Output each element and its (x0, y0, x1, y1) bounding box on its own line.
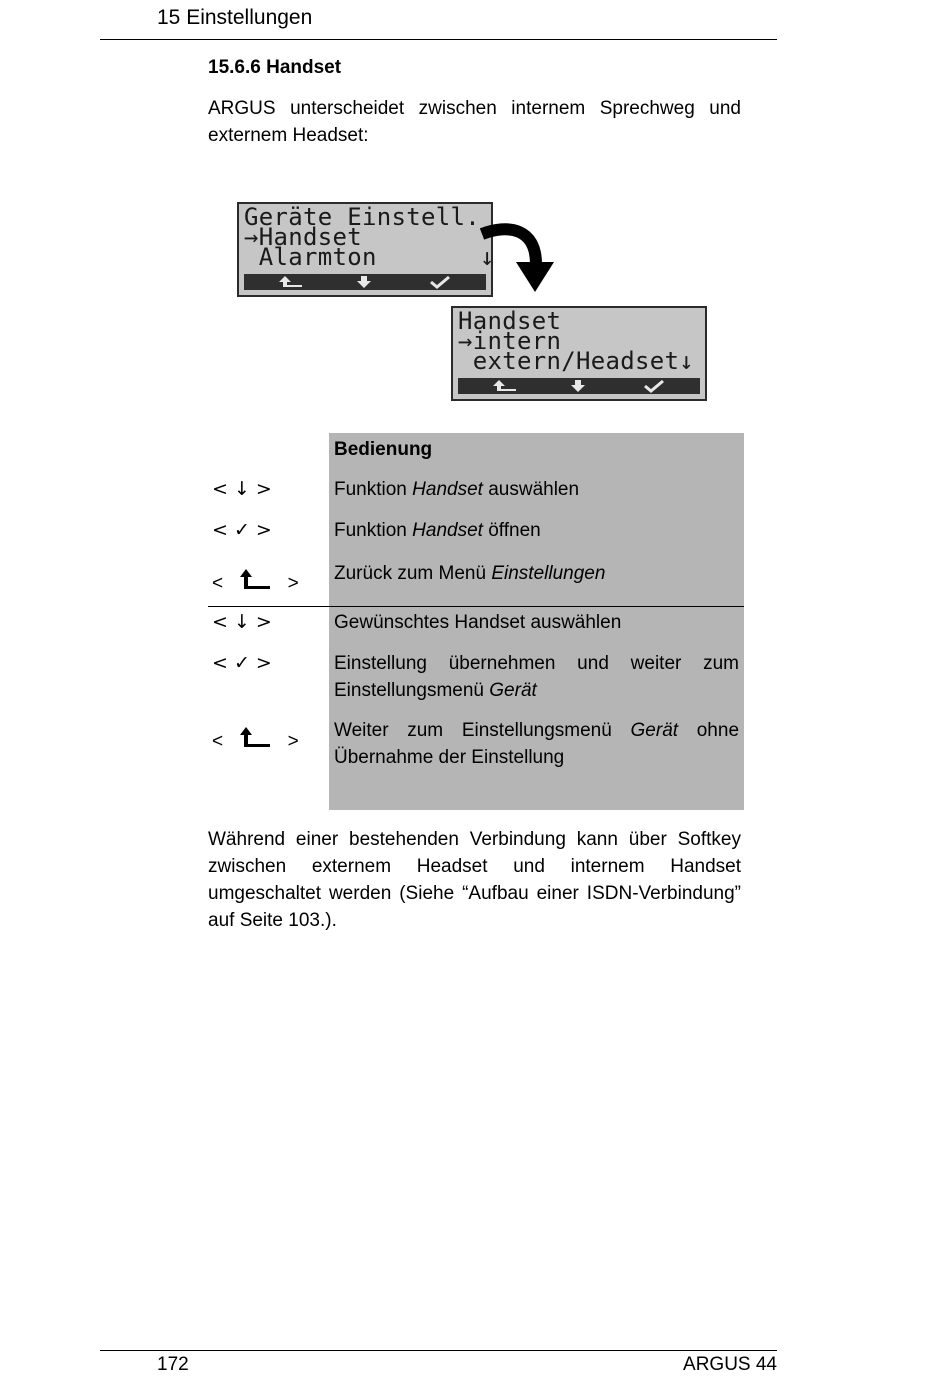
key-check: < ✓ > (212, 519, 272, 541)
table-row-description: Funktion Handset auswählen (334, 479, 580, 500)
table-heading: Bedienung (334, 439, 433, 460)
table-divider (208, 606, 744, 607)
footer-rule (100, 1350, 777, 1351)
table-row-description: Weiter zum Einstellungsmenü Gerät ohne Übernahme der Einstellung (334, 720, 740, 768)
key-back: < > (212, 569, 299, 595)
key-down: < ↓ > (212, 611, 272, 633)
key-back: < > (212, 727, 299, 753)
back-arrow-icon (238, 569, 272, 591)
back-arrow-icon (490, 379, 520, 393)
chapter-heading: 15 Einstellungen (157, 6, 313, 29)
table-row-description: Einstellung übernehmen und weiter zum Einstellungsmenü Gerät (334, 653, 739, 701)
key-check: < ✓ > (212, 652, 272, 674)
check-icon (642, 379, 666, 393)
softkey-bar (458, 378, 700, 394)
back-arrow-icon (238, 727, 272, 749)
section-title: 15.6.6 Handset (208, 57, 342, 78)
table-row-description: Funktion Handset öffnen (334, 520, 541, 541)
table-row-description: Zurück zum Menü Einstellungen (334, 563, 606, 584)
header-rule (100, 39, 777, 40)
lcd-display-handset (451, 306, 707, 401)
lcd-line: Geräte Einstell. (244, 203, 480, 231)
outro-paragraph: Während einer bestehenden Verbindung kann über Softkey zwischen externem Headset und internem Handset umgeschaltet werden (Siehe “Aufbau einer ISDN-Verbindung” auf Seite 103.). (208, 829, 741, 931)
key-down: < ↓ > (212, 478, 272, 500)
product-name: ARGUS 44 (683, 1354, 777, 1375)
lcd-line: →Handset (244, 223, 362, 251)
check-icon (428, 275, 452, 289)
page-number: 172 (157, 1354, 189, 1375)
lcd-line: extern/Headset↓ (458, 347, 694, 375)
lcd-line: Handset (458, 307, 562, 335)
lcd-line: Alarmton ↓ (244, 243, 495, 271)
down-arrow-icon (568, 379, 588, 393)
intro-paragraph: ARGUS unterscheidet zwischen internem Sprechweg und externem Headset: (208, 98, 741, 146)
lcd-display-device-settings (237, 202, 493, 297)
transition-arrow-icon (478, 218, 554, 296)
softkey-bar (244, 274, 486, 290)
down-arrow-icon (354, 275, 374, 289)
lcd-line: →intern (458, 327, 562, 355)
table-row-description: Gewünschtes Handset auswählen (334, 612, 622, 633)
back-arrow-icon (276, 275, 306, 289)
